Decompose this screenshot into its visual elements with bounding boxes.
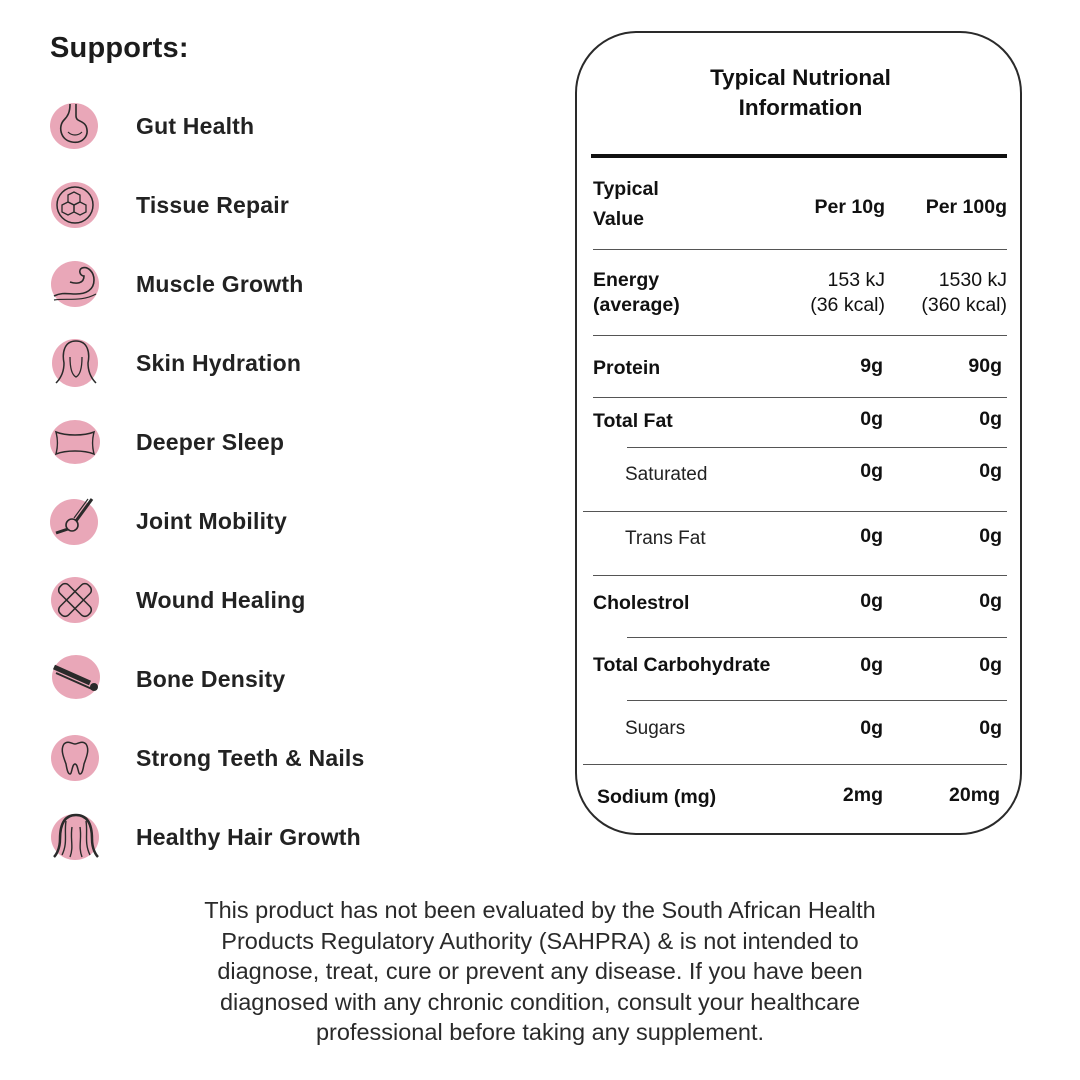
supports-title: Supports: [50, 32, 189, 64]
support-item-muscle-growth [46, 254, 526, 314]
total-fat-per-10g: 0g [860, 408, 883, 430]
thick-divider [591, 154, 1007, 158]
disclaimer-line: diagnosed with any chronic condition, consult your healthcare [219, 988, 861, 1015]
cholestrol-label: Cholestrol [593, 592, 690, 614]
support-item-joint-mobility [46, 491, 526, 551]
support-item-wound-healing [46, 570, 526, 630]
support-item-bone-density [46, 649, 526, 709]
protein-label: Protein [593, 357, 661, 379]
support-label: Healthy Hair Growth [136, 823, 361, 850]
sodium-label: Sodium (mg) [597, 786, 717, 808]
sodium-per-10g: 2mg [842, 784, 883, 806]
trans-fat-per-100g: 0g [979, 525, 1002, 547]
sugars-per-10g: 0g [860, 717, 883, 739]
disclaimer-line: Products Regulatory Authority (SAHPRA) & is not intended to [221, 927, 859, 954]
sugars-per-100g: 0g [979, 717, 1002, 739]
support-item-skin-hydration [46, 333, 526, 393]
flexed-arm-icon [46, 254, 106, 314]
row-divider [593, 249, 1007, 250]
total-carbohydrate-label: Total Carbohydrate [593, 654, 771, 676]
cholestrol-per-100g: 0g [979, 590, 1002, 612]
total-fat-label: Total Fat [593, 410, 673, 432]
saturated-label: Saturated [625, 464, 708, 485]
header-per-100g: Per 100g [925, 196, 1007, 218]
energy-per-10g [777, 268, 885, 318]
cholestrol-per-10g: 0g [860, 590, 883, 612]
sugars-label: Sugars [625, 718, 686, 739]
stomach-icon [46, 96, 106, 156]
support-label: Deeper Sleep [136, 428, 285, 455]
energy-100g-kj: 1530 kJ [938, 269, 1007, 291]
header-value: Value [593, 208, 644, 230]
energy-per-100g [892, 268, 1007, 318]
panel-title [577, 63, 1024, 123]
header-typical: Typical [593, 178, 659, 200]
trans-fat-label: Trans Fat [625, 528, 706, 549]
panel-title-line2: Information [738, 95, 863, 120]
nutrition-panel [575, 31, 1022, 835]
support-label: Muscle Growth [136, 270, 304, 297]
total-fat-per-100g: 0g [979, 408, 1002, 430]
row-divider [627, 637, 1007, 638]
energy-label-line2: (average) [593, 294, 680, 316]
support-label: Tissue Repair [136, 191, 290, 218]
support-label: Strong Teeth & Nails [136, 744, 365, 771]
support-label: Skin Hydration [136, 349, 302, 376]
disclaimer [90, 895, 990, 1048]
support-label: Joint Mobility [136, 507, 288, 534]
energy-100g-kcal: (360 kcal) [921, 294, 1007, 316]
face-icon [46, 333, 106, 393]
row-divider [583, 764, 1007, 765]
pillow-icon [46, 412, 106, 472]
saturated-per-10g: 0g [860, 460, 883, 482]
knee-joint-icon [46, 491, 106, 551]
row-divider [583, 511, 1007, 512]
support-item-tissue-repair [46, 175, 526, 235]
trans-fat-per-10g: 0g [860, 525, 883, 547]
header-typical-value [593, 174, 743, 234]
support-item-healthy-hair-growth [46, 807, 526, 867]
energy-label-line1: Energy [593, 269, 660, 291]
support-item-deeper-sleep [46, 412, 526, 472]
sodium-per-100g: 20mg [949, 784, 1000, 806]
bone-icon [46, 649, 106, 709]
total-carbohydrate-per-100g: 0g [979, 654, 1002, 676]
protein-per-100g: 90g [968, 355, 1002, 377]
saturated-per-100g: 0g [979, 460, 1002, 482]
row-divider [593, 575, 1007, 576]
row-divider [593, 335, 1007, 336]
support-item-strong-teeth-nails [46, 728, 526, 788]
panel-title-line1: Typical Nutrional [710, 65, 891, 90]
energy-label [593, 268, 753, 318]
disclaimer-line: This product has not been evaluated by the South African Health [204, 897, 876, 923]
support-item-gut-health [46, 96, 526, 156]
energy-10g-kj: 153 kJ [827, 269, 885, 291]
cells-icon [46, 175, 106, 235]
energy-10g-kcal: (36 kcal) [810, 294, 885, 316]
hair-icon [46, 807, 106, 867]
row-divider [627, 447, 1007, 448]
support-label: Bone Density [136, 665, 286, 692]
row-divider [593, 397, 1007, 398]
disclaimer-line: diagnose, treat, cure or prevent any disease. If you have been [217, 958, 863, 984]
tooth-icon [46, 728, 106, 788]
bandage-icon [46, 570, 106, 630]
row-divider [627, 700, 1007, 701]
total-carbohydrate-per-10g: 0g [860, 654, 883, 676]
protein-per-10g: 9g [860, 355, 883, 377]
header-per-10g: Per 10g [814, 196, 885, 218]
support-label: Wound Healing [136, 586, 306, 613]
support-label: Gut Health [136, 112, 255, 139]
disclaimer-line: professional before taking any supplement. [315, 1019, 765, 1045]
